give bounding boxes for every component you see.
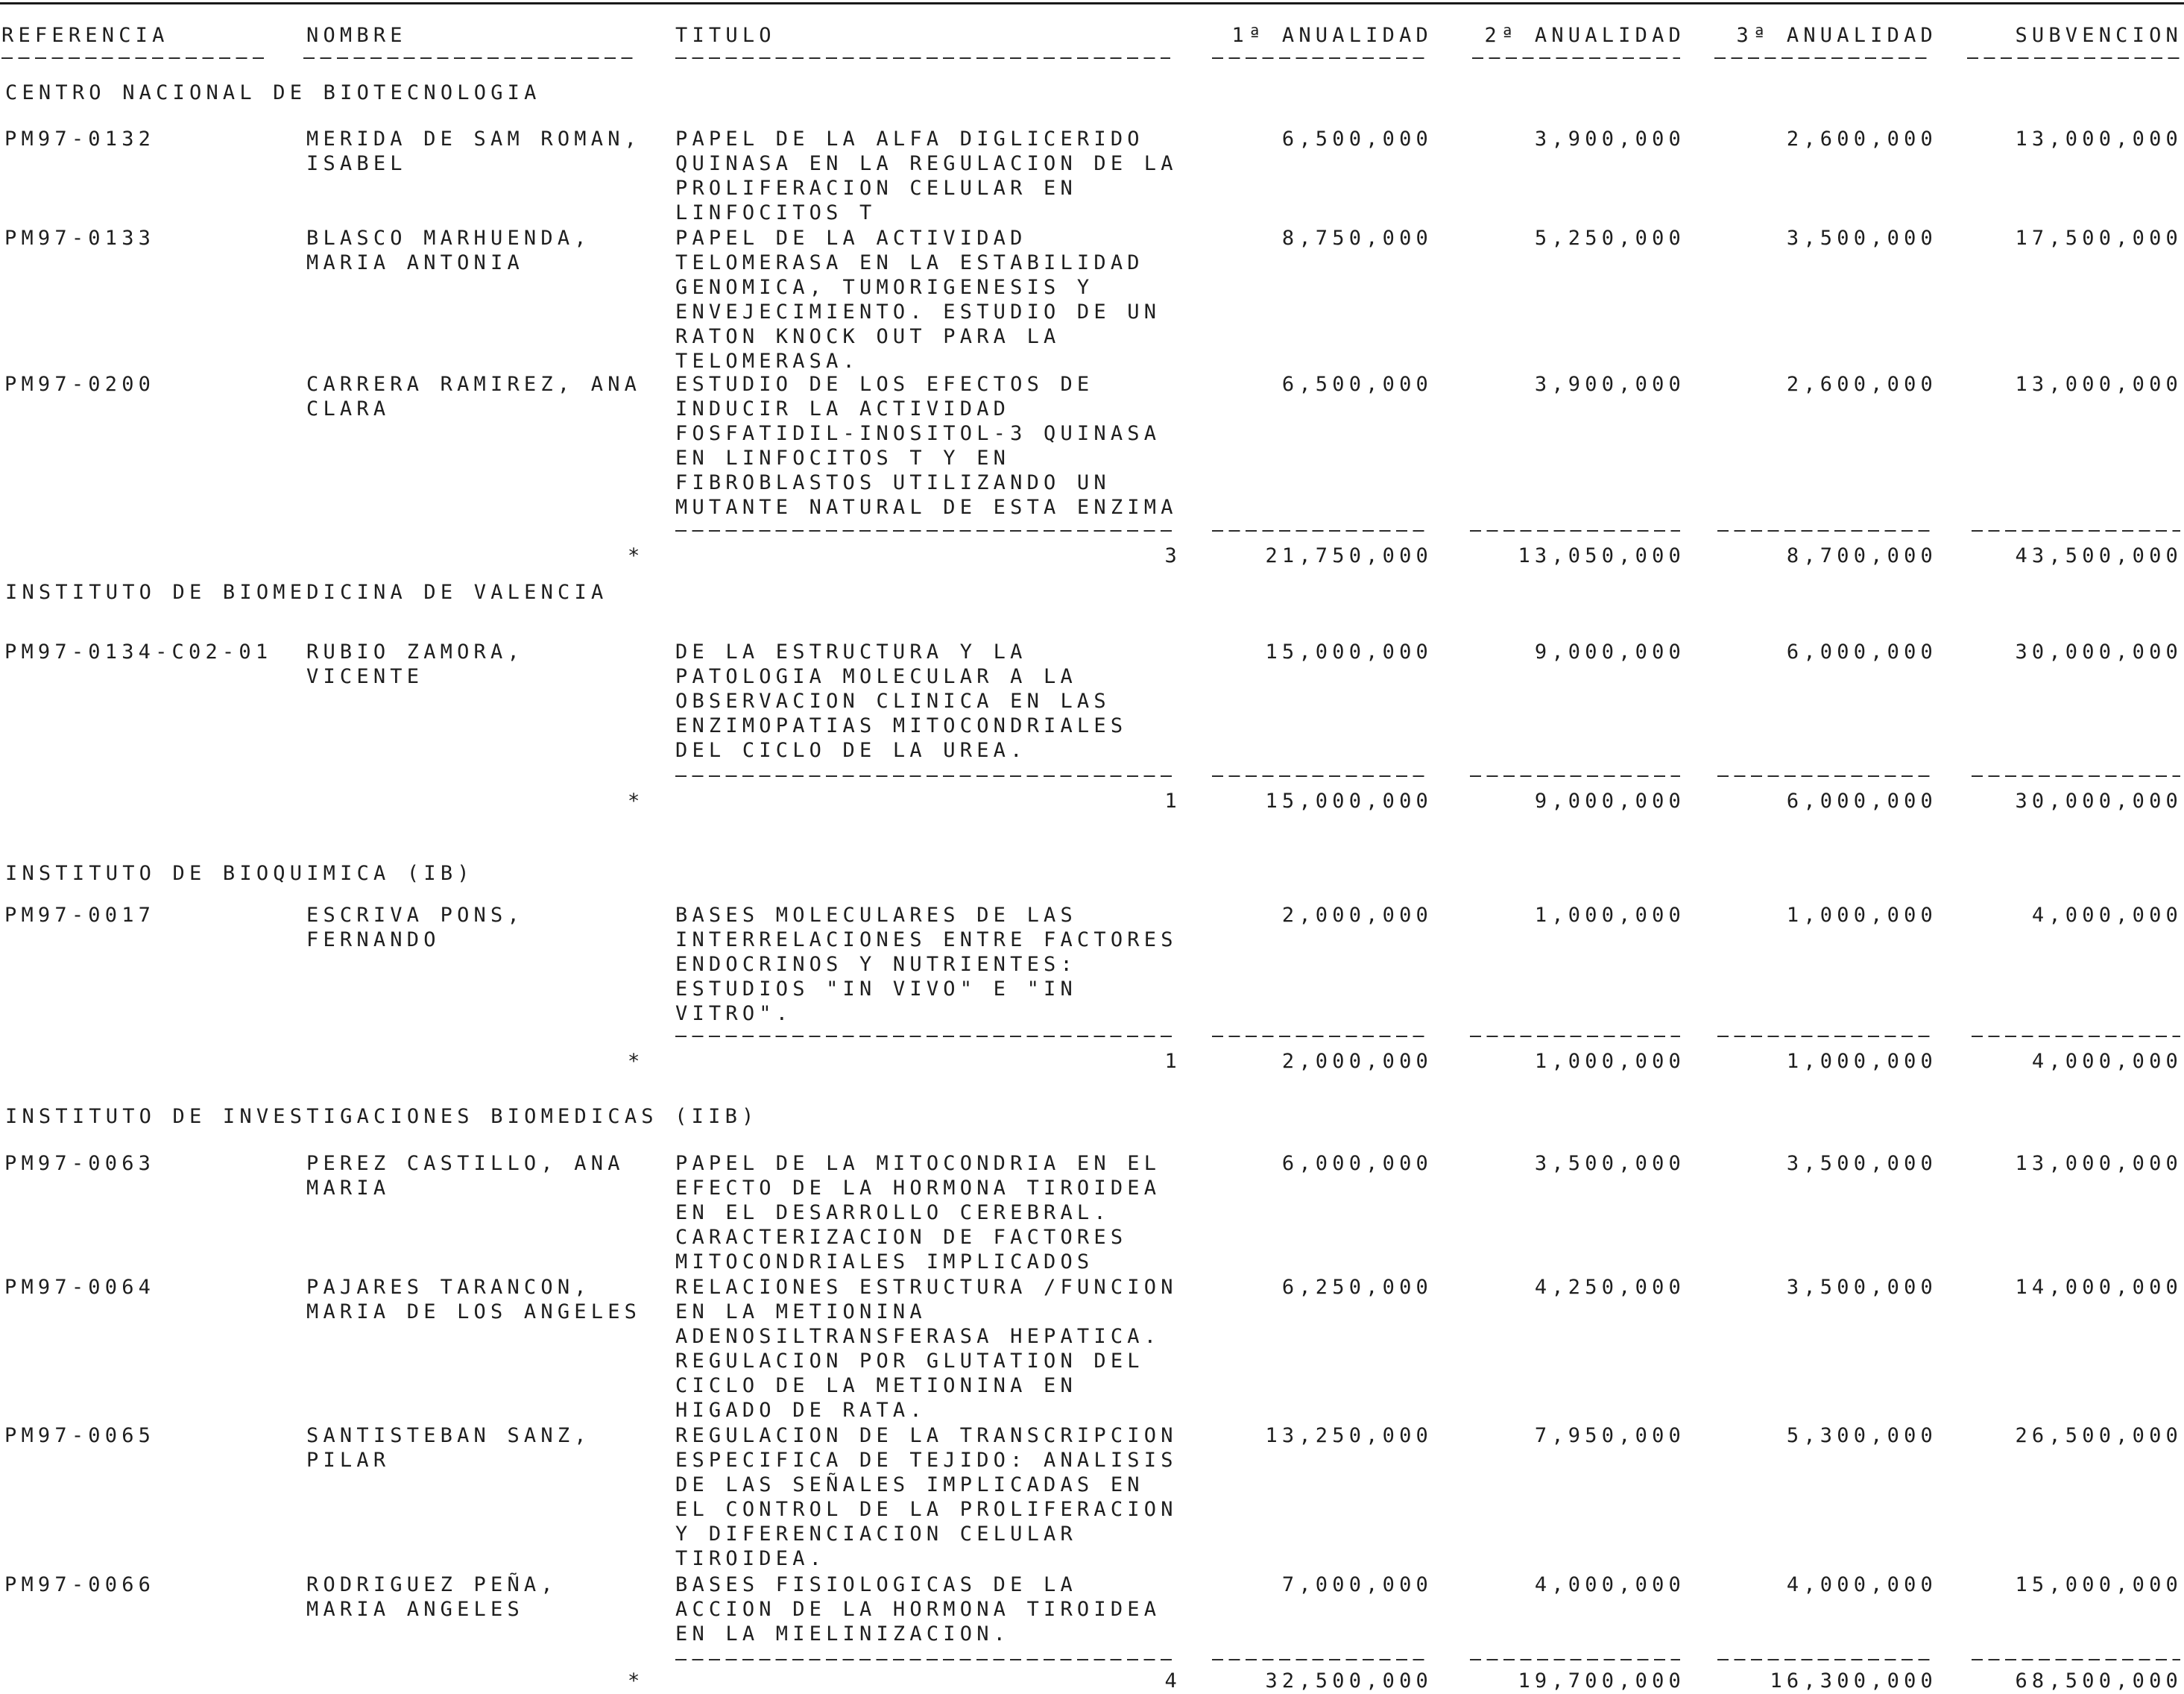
researcher-name-cell: PEREZ CASTILLO, ANA MARIA [306, 1152, 625, 1200]
researcher-name-cell: RUBIO ZAMORA, VICENTE [306, 640, 524, 688]
subsidy-cell: 13,000,000 [2015, 1152, 2183, 1175]
subtotal-annuality-1: 2,000,000 [1281, 1050, 1433, 1073]
subsidy-cell: 30,000,000 [2015, 640, 2183, 664]
subtotal-annuality-2: 19,700,000 [1518, 1669, 1685, 1693]
subsidy-cell: 17,500,000 [2015, 227, 2183, 250]
subtotal-count: 4 [1164, 1669, 1181, 1693]
annuality-1-cell: 6,250,000 [1281, 1276, 1433, 1299]
separator-rule [1972, 530, 2180, 532]
separator-rule [675, 1036, 1177, 1037]
annuality-1-cell: 8,750,000 [1281, 227, 1433, 250]
project-title-cell: BASES MOLECULARES DE LAS INTERRELACIONES ENTRE FACTORES ENDOCRINOS Y NUTRIENTES: ESTUDIOS "IN VIVO" E "IN VITRO". [675, 904, 1178, 1025]
separator-rule [1972, 1036, 2180, 1037]
subtotal-count: 3 [1164, 544, 1181, 567]
annuality-3-cell: 3,500,000 [1786, 1276, 1937, 1299]
annuality-1-cell: 2,000,000 [1281, 904, 1433, 927]
subtotal-separator [0, 1659, 2184, 1660]
subtotal-marker: * [628, 1050, 645, 1073]
top-border-rule [0, 2, 2184, 4]
subtotal-annuality-3: 6,000,000 [1786, 790, 1937, 813]
researcher-name-cell: CARRERA RAMIREZ, ANA CLARA [306, 373, 642, 421]
separator-rule [1212, 57, 1425, 59]
subtotal-marker: * [628, 790, 645, 813]
separator-rule [1, 57, 268, 59]
separator-rule [1212, 1036, 1428, 1037]
subtotal-subsidy: 4,000,000 [2031, 1050, 2183, 1073]
separator-rule [1967, 57, 2180, 59]
project-title-cell: REGULACION DE LA TRANSCRIPCION ESPECIFICA DE TEJIDO: ANALISIS DE LAS SEÑALES IMPLICADAS EN EL CONTROL DE LA PROLIFERACION Y DIFERENCIACION CELULAR TIROIDEA. [675, 1424, 1178, 1570]
section-heading: CENTRO NACIONAL DE BIOTECNOLOGIA [5, 81, 541, 104]
subsidy-cell: 4,000,000 [2031, 904, 2183, 927]
reference-cell: PM97-0017 [4, 904, 156, 927]
column-header-subvencion: SUBVENCION [2015, 24, 2183, 47]
subtotal-separator [0, 1036, 2184, 1037]
annuality-2-cell: 4,000,000 [1534, 1573, 1685, 1596]
subtotal-annuality-3: 1,000,000 [1786, 1050, 1937, 1073]
annuality-1-cell: 7,000,000 [1281, 1573, 1433, 1596]
column-header-anualidad-1: 1ª ANUALIDAD [1231, 24, 1433, 47]
separator-rule [1972, 1659, 2180, 1660]
separator-rule [1714, 57, 1928, 59]
separator-rule [1717, 775, 1932, 777]
reference-cell: PM97-0133 [4, 227, 156, 250]
column-header-referencia: REFERENCIA [1, 24, 169, 47]
annuality-3-cell: 6,000,000 [1786, 640, 1937, 664]
annuality-3-cell: 2,600,000 [1786, 127, 1937, 151]
annuality-2-cell: 9,000,000 [1534, 640, 1685, 664]
separator-rule [1470, 1036, 1680, 1037]
researcher-name-cell: ESCRIVA PONS, FERNANDO [306, 904, 524, 951]
researcher-name-cell: BLASCO MARHUENDA, MARIA ANTONIA [306, 227, 591, 274]
subtotal-annuality-2: 1,000,000 [1534, 1050, 1685, 1073]
separator-rule [1212, 775, 1428, 777]
separator-rule [1472, 57, 1680, 59]
column-header-anualidad-2: 2ª ANUALIDAD [1484, 24, 1685, 47]
header-separator [0, 57, 2184, 59]
separator-rule [303, 57, 638, 59]
separator-rule [1470, 1659, 1680, 1660]
separator-rule [1717, 1659, 1932, 1660]
reference-cell: PM97-0064 [4, 1276, 156, 1299]
subtotal-marker: * [628, 544, 645, 567]
subsidy-cell: 26,500,000 [2015, 1424, 2183, 1447]
subsidy-cell: 15,000,000 [2015, 1573, 2183, 1596]
annuality-2-cell: 3,900,000 [1534, 127, 1685, 151]
subtotal-annuality-3: 8,700,000 [1786, 544, 1937, 567]
annuality-2-cell: 7,950,000 [1534, 1424, 1685, 1447]
separator-rule [1212, 530, 1428, 532]
separator-rule [675, 57, 1170, 59]
separator-rule [675, 530, 1177, 532]
researcher-name-cell: MERIDA DE SAM ROMAN, ISABEL [306, 127, 642, 175]
subtotal-subsidy: 43,500,000 [2015, 544, 2183, 567]
annuality-3-cell: 3,500,000 [1786, 1152, 1937, 1175]
project-title-cell: PAPEL DE LA MITOCONDRIA EN EL EFECTO DE LA HORMONA TIROIDEA EN EL DESARROLLO CEREBRAL. CARACTERIZACION DE FACTORES MITOCONDRIALES IMPLICADOS [675, 1152, 1161, 1273]
reference-cell: PM97-0134-C02-01 [4, 640, 273, 664]
subtotal-annuality-2: 9,000,000 [1534, 790, 1685, 813]
reference-cell: PM97-0066 [4, 1573, 156, 1596]
reference-cell: PM97-0200 [4, 373, 156, 396]
subtotal-separator [0, 530, 2184, 532]
annuality-3-cell: 5,300,000 [1786, 1424, 1937, 1447]
project-title-cell: ESTUDIO DE LOS EFECTOS DE INDUCIR LA ACTIVIDAD FOSFATIDIL-INOSITOL-3 QUINASA EN LINFOCITOS T Y EN FIBROBLASTOS UTILIZANDO UN MUTANTE NATURAL DE ESTA ENZIMA [675, 373, 1178, 519]
subsidy-cell: 13,000,000 [2015, 127, 2183, 151]
subtotal-separator [0, 775, 2184, 777]
subtotal-annuality-1: 15,000,000 [1265, 790, 1433, 813]
annuality-2-cell: 3,900,000 [1534, 373, 1685, 396]
subtotal-annuality-3: 16,300,000 [1770, 1669, 1937, 1693]
column-header-nombre: NOMBRE [306, 24, 407, 47]
column-header-titulo: TITULO [675, 24, 776, 47]
separator-rule [1972, 775, 2180, 777]
reference-cell: PM97-0132 [4, 127, 156, 151]
subtotal-subsidy: 30,000,000 [2015, 790, 2183, 813]
annuality-2-cell: 3,500,000 [1534, 1152, 1685, 1175]
annuality-1-cell: 6,500,000 [1281, 373, 1433, 396]
separator-rule [1470, 775, 1680, 777]
subtotal-count: 1 [1164, 1050, 1181, 1073]
subtotal-annuality-1: 21,750,000 [1265, 544, 1433, 567]
subtotal-subsidy: 68,500,000 [2015, 1669, 2183, 1693]
annuality-3-cell: 3,500,000 [1786, 227, 1937, 250]
annuality-1-cell: 13,250,000 [1265, 1424, 1433, 1447]
section-heading: INSTITUTO DE BIOQUIMICA (IB) [5, 862, 474, 885]
section-heading: INSTITUTO DE BIOMEDICINA DE VALENCIA [5, 581, 608, 604]
subtotal-annuality-1: 32,500,000 [1265, 1669, 1433, 1693]
annuality-2-cell: 5,250,000 [1534, 227, 1685, 250]
annuality-3-cell: 1,000,000 [1786, 904, 1937, 927]
subsidy-cell: 14,000,000 [2015, 1276, 2183, 1299]
separator-rule [1717, 530, 1932, 532]
subtotal-marker: * [628, 1669, 645, 1693]
annuality-3-cell: 2,600,000 [1786, 373, 1937, 396]
annuality-1-cell: 15,000,000 [1265, 640, 1433, 664]
researcher-name-cell: PAJARES TARANCON, MARIA DE LOS ANGELES [306, 1276, 642, 1323]
researcher-name-cell: RODRIGUEZ PEÑA, MARIA ANGELES [306, 1573, 558, 1621]
separator-rule [1717, 1036, 1932, 1037]
annuality-2-cell: 1,000,000 [1534, 904, 1685, 927]
subtotal-annuality-2: 13,050,000 [1518, 544, 1685, 567]
annuality-1-cell: 6,500,000 [1281, 127, 1433, 151]
project-title-cell: PAPEL DE LA ALFA DIGLICERIDO QUINASA EN LA REGULACION DE LA PROLIFERACION CELULAR EN LINFOCITOS T [675, 127, 1178, 224]
project-title-cell: PAPEL DE LA ACTIVIDAD TELOMERASA EN LA ESTABILIDAD GENOMICA, TUMORIGENESIS Y ENVEJECIMIENTO. ESTUDIO DE UN RATON KNOCK OUT PARA LA TELOMERASA. [675, 227, 1161, 373]
subsidy-cell: 13,000,000 [2015, 373, 2183, 396]
reference-cell: PM97-0065 [4, 1424, 156, 1447]
separator-rule [1470, 530, 1680, 532]
researcher-name-cell: SANTISTEBAN SANZ, PILAR [306, 1424, 591, 1472]
annuality-3-cell: 4,000,000 [1786, 1573, 1937, 1596]
reference-cell: PM97-0063 [4, 1152, 156, 1175]
section-heading: INSTITUTO DE INVESTIGACIONES BIOMEDICAS (IIB) [5, 1105, 759, 1128]
subtotal-count: 1 [1164, 790, 1181, 813]
column-header-anualidad-3: 3ª ANUALIDAD [1736, 24, 1937, 47]
project-title-cell: BASES FISIOLOGICAS DE LA ACCION DE LA HORMONA TIROIDEA EN LA MIELINIZACION. [675, 1573, 1161, 1646]
annuality-1-cell: 6,000,000 [1281, 1152, 1433, 1175]
separator-rule [675, 775, 1177, 777]
project-title-cell: DE LA ESTRUCTURA Y LA PATOLOGIA MOLECULAR A LA OBSERVACION CLINICA EN LAS ENZIMOPATIAS MITOCONDRIALES DEL CICLO DE LA UREA. [675, 640, 1128, 762]
separator-rule [675, 1659, 1177, 1660]
separator-rule [1212, 1659, 1428, 1660]
annuality-2-cell: 4,250,000 [1534, 1276, 1685, 1299]
project-title-cell: RELACIONES ESTRUCTURA /FUNCION EN LA METIONINA ADENOSILTRANSFERASA HEPATICA. REGULACION POR GLUTATION DEL CICLO DE LA METIONINA EN HIGADO DE RATA. [675, 1276, 1178, 1422]
